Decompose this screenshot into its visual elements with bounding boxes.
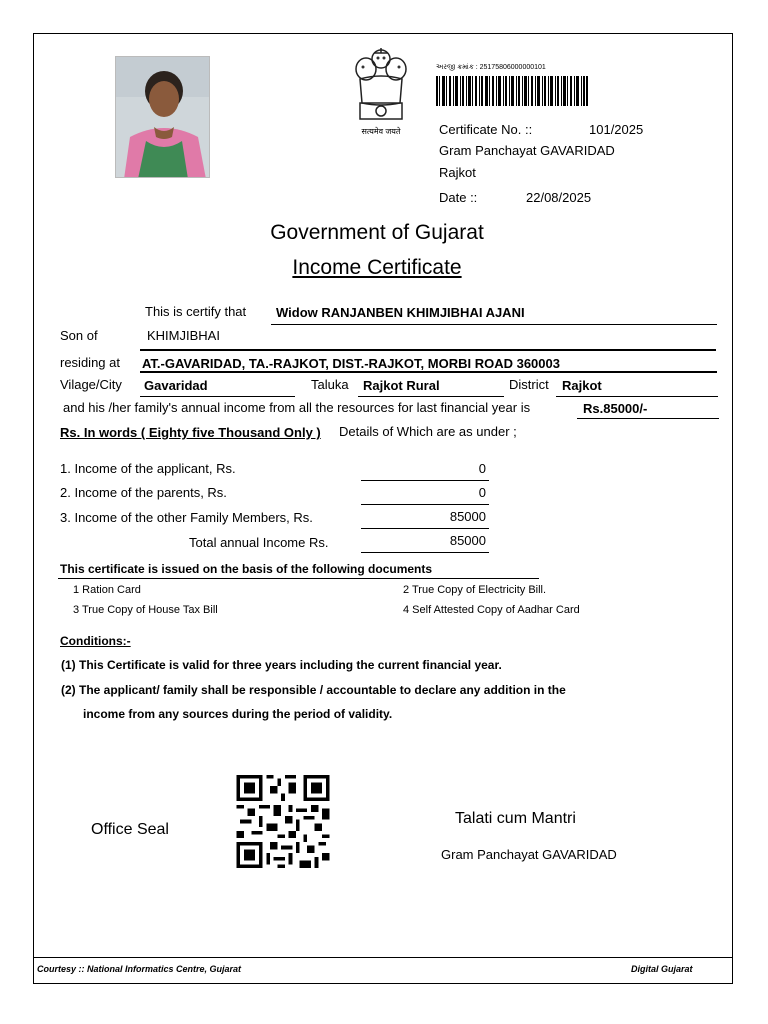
- signatory-office: Gram Panchayat GAVARIDAD: [441, 847, 617, 862]
- certify-label: This is certify that: [145, 304, 247, 319]
- income-row-label: 1. Income of the applicant, Rs.: [60, 461, 236, 476]
- income-row-label: 3. Income of the other Family Members, Rs.: [60, 510, 313, 525]
- total-income-label: Total annual Income Rs.: [189, 535, 329, 550]
- total-income-value: 85000: [449, 533, 486, 548]
- son-of-label: Son of: [60, 328, 98, 343]
- taluka: Rajkot Rural: [363, 378, 440, 393]
- income-in-words: Rs. In words ( Eighty five Thousand Only ): [60, 425, 321, 440]
- document-item: 4 Self Attested Copy of Aadhar Card: [403, 604, 580, 616]
- qr-code-icon: [234, 775, 332, 868]
- signatory-designation: Talati cum Mantri: [455, 810, 576, 827]
- district: Rajkot: [562, 378, 602, 393]
- applicant-photo: [115, 56, 210, 178]
- office-seal: Office Seal: [91, 821, 169, 838]
- certificate-title: Income Certificate: [292, 256, 462, 279]
- document-item: 1 Ration Card: [73, 584, 141, 596]
- income-row-label: 2. Income of the parents, Rs.: [60, 485, 227, 500]
- application-number: અરજી ક્રમાંક : 25175806000000101: [436, 64, 546, 71]
- father-name: KHIMJIBHAI: [147, 328, 220, 343]
- income-row-value: 0: [478, 485, 486, 500]
- conditions-heading: Conditions:-: [60, 634, 131, 648]
- document-item: 2 True Copy of Electricity Bill.: [403, 584, 547, 596]
- applicant-name: Widow RANJANBEN KHIMJIBHAI AJANI: [276, 305, 525, 320]
- taluka-label: Taluka: [311, 377, 349, 392]
- footer-divider: [33, 957, 733, 958]
- income-row-value: 0: [478, 461, 486, 476]
- header-office: Gram Panchayat GAVARIDAD: [439, 143, 615, 158]
- address: AT.-GAVARIDAD, TA.-RAJKOT, DIST.-RAJKOT, MORBI ROAD 360003: [142, 356, 560, 371]
- certificate-no: 101/2025: [589, 122, 644, 137]
- footer-brand: Digital Gujarat: [631, 964, 693, 974]
- village-label: Vilage/City: [60, 377, 122, 392]
- date-label: Date ::: [439, 190, 478, 205]
- condition-item: (1) This Certificate is valid for three years including the current financial year.: [61, 658, 502, 672]
- income-sentence: and his /her family's annual income from all the resources for last financial year is: [63, 400, 531, 415]
- national-emblem-icon: [348, 45, 414, 137]
- income-row-value: 85000: [449, 509, 486, 524]
- district-label: District: [509, 377, 549, 392]
- details-label: Details of Which are as under ;: [339, 424, 517, 439]
- header-district: Rajkot: [439, 165, 476, 180]
- certificate-no-label: Certificate No. ::: [439, 122, 533, 137]
- residing-label: residing at: [60, 355, 120, 370]
- condition-item: (2) The applicant/ family shall be responsible / accountable to declare any addition in the: [61, 683, 566, 697]
- documents-heading: This certificate is issued on the basis of the following documents: [60, 562, 433, 576]
- income-amount: Rs.85000/-: [583, 401, 648, 416]
- condition-item: income from any sources during the period of validity.: [83, 707, 393, 721]
- footer-courtesy: Courtesy :: National Informatics Centre, Gujarat: [37, 964, 242, 974]
- issue-date: 22/08/2025: [526, 190, 592, 205]
- village: Gavaridad: [144, 378, 208, 393]
- emblem-motto: सत्यमेव जयते: [361, 127, 401, 136]
- barcode-icon: [436, 76, 588, 106]
- government-title: Government of Gujarat: [270, 221, 484, 244]
- document-item: 3 True Copy of House Tax Bill: [73, 604, 218, 616]
